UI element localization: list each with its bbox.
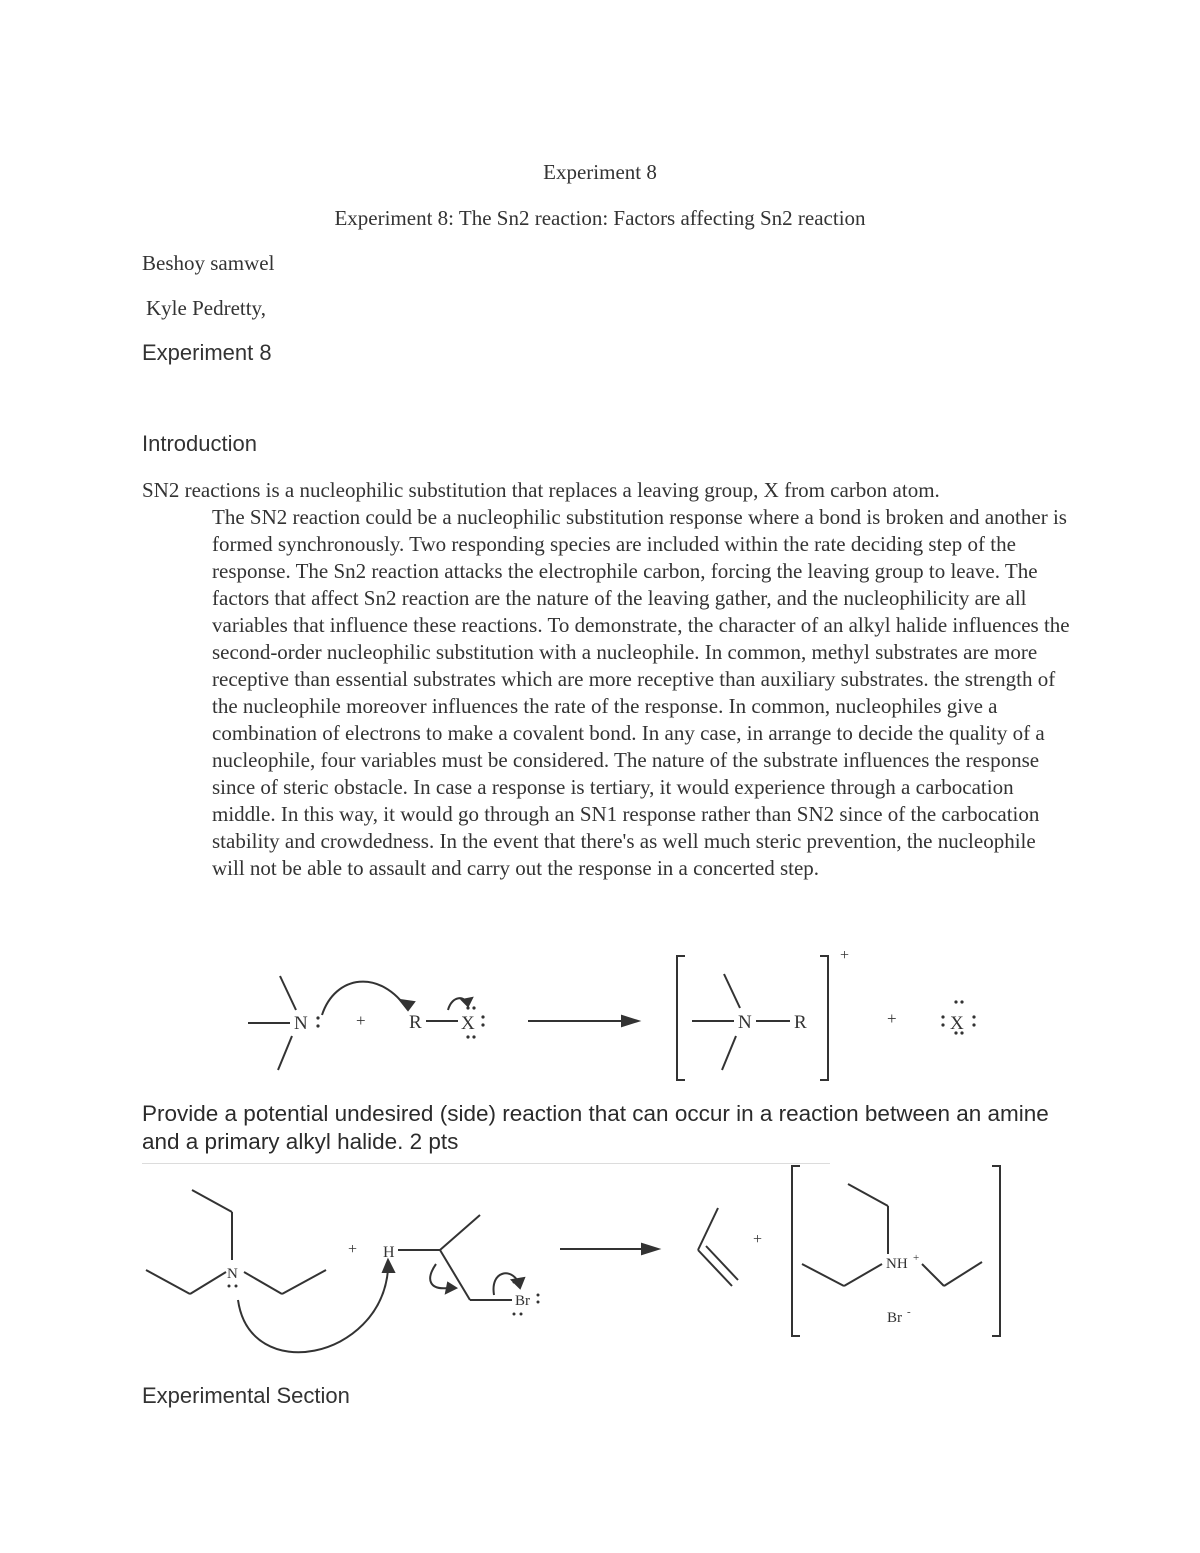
scheme1-product-n: N (738, 1012, 752, 1033)
scheme1-plus-2: + (887, 1009, 897, 1028)
scheme1-r-label: R (409, 1012, 422, 1033)
scheme2-br-label: Br (515, 1293, 530, 1309)
scheme1-product-x: X (950, 1013, 964, 1034)
intro-paragraph (142, 477, 1072, 882)
side-reaction-question: Provide a potential undesired (side) reaction that can occur in a reaction between an amine and a primary alkyl halide. 2 pts (142, 1101, 1049, 1154)
scheme2-br-anion: Br (887, 1310, 902, 1326)
scheme2-plus-2: + (753, 1231, 763, 1248)
experimental-heading: Experimental Section (142, 1383, 350, 1408)
intro-first-line: SN2 reactions is a nucleophilic substitution that replaces a leaving group, X from carbon atom. (142, 478, 940, 502)
scheme1-plus: + (356, 1011, 366, 1030)
scheme2-nh-charge: + (913, 1252, 920, 1264)
scheme1-product-r: R (794, 1012, 807, 1033)
scheme2-nh-label: NH (886, 1256, 908, 1272)
scheme2-plus: + (348, 1241, 358, 1258)
full-title: Experiment 8: The Sn2 reaction: Factors affecting Sn2 reaction (334, 206, 866, 230)
e2-side-reaction-scheme (140, 1160, 1020, 1385)
scheme2-br-anion-charge: - (907, 1306, 911, 1318)
scheme2-n-label: N (227, 1266, 238, 1282)
intro-body: The SN2 reaction could be a nucleophilic substitution response where a bond is broken and another is formed synchronously. Two responding species are included within the rate deciding step of the response. The Sn2 reaction attacks the electrophile carbon, forcing the leaving group to leave. The factors that affect Sn2 reaction are the nature of the leaving gather, and the nucleophilicity are all variables that influence these reactions. To demonstrate, the character of an alkyl halide influences the second-order nucleophilic substitution with a nucleophile. In common, methyl substrates are more receptive than essential substrates which are more receptive than auxiliary substrates. the strength of the nucleophile moreover influences the rate of the response. In common, nucleophiles give a combination of electrons to make a covalent bond. In any case, in arrange to decide the quality of a nucleophile, four variables must be considered. The nature of the substrate influences the response since of steric obstacle. In case a response is tertiary, it would experience through a carbocation middle. In this way, it would go through an SN1 response rather than SN2 since of the carbocation stability and crowdedness. In the event that there's as well much steric prevention, the nucleophile will not be able to assault and carry out the response in a concerted step. (212, 505, 1070, 880)
scheme2-h-label: H (383, 1244, 395, 1261)
sn2-mechanism-scheme (230, 940, 990, 1085)
scheme1-x-label: X (461, 1013, 475, 1034)
author-1: Beshoy samwel (142, 251, 275, 275)
intro-heading: Introduction (142, 431, 257, 456)
scheme1-charge: + (840, 947, 850, 964)
section-title: Experiment 8 (142, 340, 272, 365)
author-2: Kyle Pedretty, (146, 296, 266, 320)
header-title: Experiment 8 (543, 160, 657, 184)
scheme1-n-label: N (294, 1013, 308, 1034)
